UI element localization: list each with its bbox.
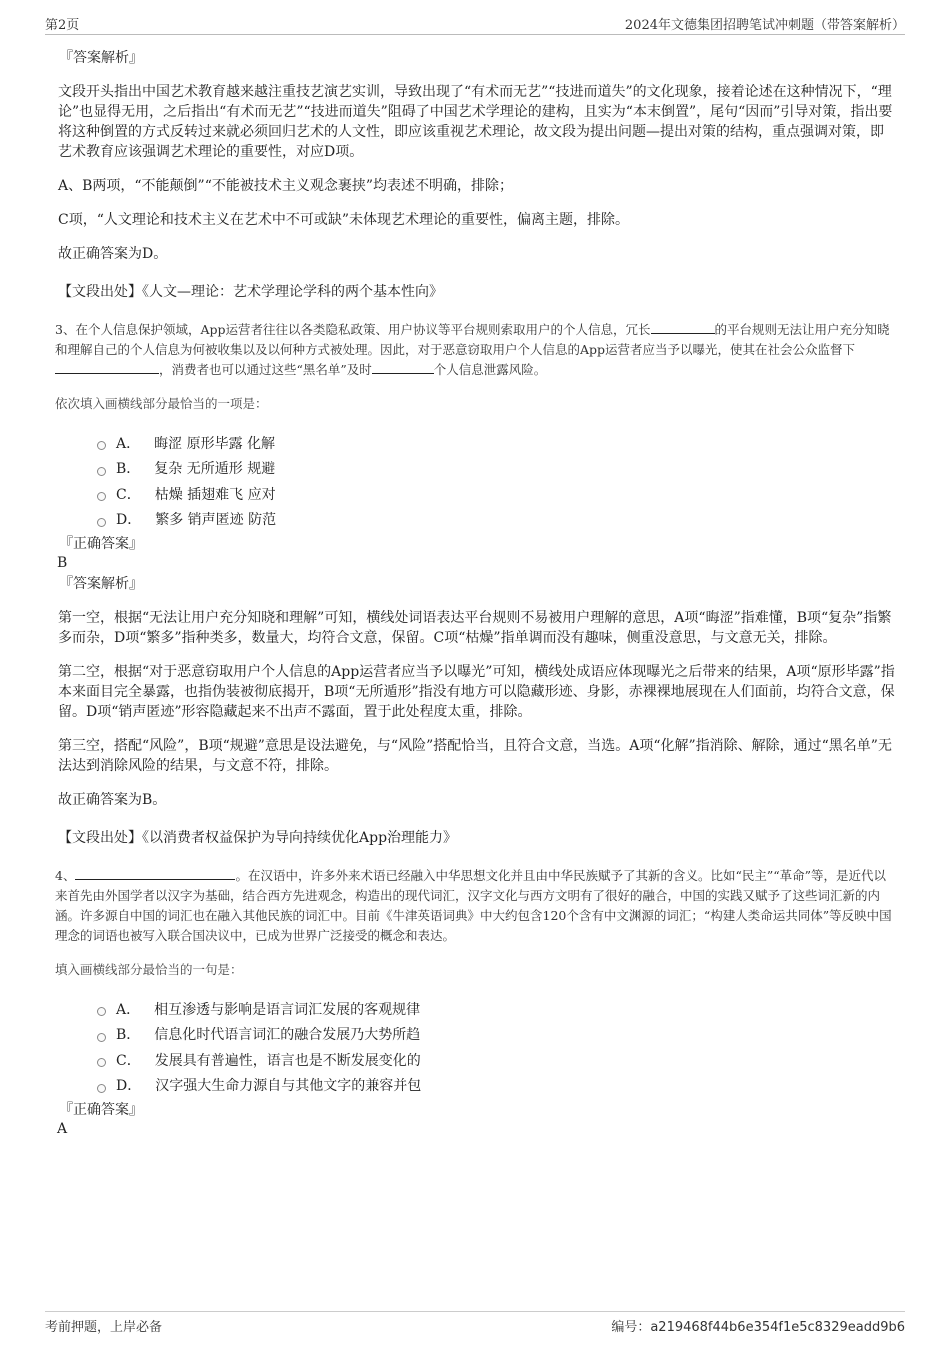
q3-correct-label: 『正确答案』 (59, 536, 143, 552)
q4-option-d[interactable]: D． 汉字强大生命力源自与其他文字的兼容并包 (97, 1073, 895, 1099)
q3-text-1: 3、在个人信息保护领域，App运营者往往以各类隐私政策、用户协议等平台规则索取用户的个人信息，冗长 (55, 322, 651, 337)
q2-analysis-p2: A、B两项，“不能颠倒”“不能被技术主义观念裹挟”均表述不明确，排除； (58, 178, 514, 194)
footer-code-value: a219468f44b6e354f1e5c8329eadd9b6 (650, 1320, 905, 1335)
radio-icon[interactable] (97, 1033, 106, 1042)
q4-option-b[interactable]: B． 信息化时代语言词汇的融合发展乃大势所趋 (97, 1022, 895, 1048)
q3-instruction: 依次填入画横线部分最恰当的一项是： (55, 396, 268, 411)
q2-analysis-p3: C项，“人文理论和技术主义在艺术中不可或缺”未体现艺术理论的重要性，偏离主题，排除。 (58, 212, 630, 228)
q3-question (55, 320, 895, 380)
q3-analysis-4: 故正确答案为B。 (58, 792, 167, 808)
q2-analysis-label: 『答案解析』 (59, 50, 143, 66)
radio-icon[interactable] (97, 441, 106, 450)
radio-icon[interactable] (97, 1058, 106, 1067)
q3-option-c[interactable]: C． 枯燥 插翅难飞 应对 (97, 481, 895, 507)
q3-option-d[interactable]: D． 繁多 销声匿迹 防范 (97, 507, 895, 533)
q4-prefix: 4、 (55, 868, 76, 883)
q4-option-a[interactable]: A． 相互渗透与影响是语言词汇发展的客观规律 (97, 996, 895, 1022)
q4-instruction: 填入画横线部分最恰当的一句是： (55, 962, 243, 977)
q2-analysis-p1: 文段开头指出中国艺术教育越来越注重技艺演艺实训，导致出现了“有术而无艺”“技进而道失”的文化现象，接着论述在这种情况下，“理论”也显得无用，之后指出“有术而无艺”“技进而道失”阻碍了中国艺术学理论的建构，且实为“本末倒置”，尾句“因而”引导对策，指出要将这种倒置的方式反转过来就必须回归艺术的人文性，即应该重视艺术理论，故文段为提出问题—提出对策的结构，重点强调对策，即艺术教育应该强调艺术理论的重要性，对应D项。 (58, 84, 893, 160)
q3-options (97, 430, 895, 532)
q3-text-4: 个人信息泄露风险。 (433, 362, 547, 377)
q3-analysis-1: 第一空，根据“无法让用户充分知晓和理解”可知，横线处词语表达平台规则不易被用户理解的意思，A项“晦涩”指难懂，B项“复杂”指繁多而杂，D项“繁多”指种类多，数量大，均符合文意，保留。C项“枯燥”指单调而没有趣味，侧重没意思，与文意无关，排除。 (58, 610, 892, 646)
q3-blank-1 (651, 321, 715, 334)
q4-question (55, 866, 895, 946)
q3-blank-2 (55, 361, 159, 374)
radio-icon[interactable] (97, 467, 106, 476)
q3-analysis-3: 第三空，搭配“风险”，B项“规避”意思是设法避免，与“风险”搭配恰当，且符合文意，当选。A项“化解”指消除、解除，通过“黑名单”无法达到消除风险的结果，与文意不符，排除。 (58, 738, 892, 774)
q3-option-b[interactable]: B． 复杂 无所遁形 规避 (97, 456, 895, 482)
q2-source: 【文段出处】《人文—理论：艺术学理论学科的两个基本性向》 (58, 284, 443, 300)
page-number: 第2页 (45, 18, 80, 33)
q3-text-2: 的平台规则无法让用户充分知晓和理解自己的个人信息为何被收集以及以何种方式被处理。因此，对于恶意窃取用户个人信息的App运营者应当予以曝光，使其在社会公众监督下 (55, 322, 890, 357)
footer-code-label: 编号： (611, 1320, 651, 1335)
q3-analysis-2: 第二空，根据“对于恶意窃取用户个人信息的App运营者应当予以曝光”可知，横线处成语应体现曝光之后带来的结果，A项“原形毕露”指本来面目完全暴露，也指伪装被彻底揭开，B项“无所遁形”指没有地方可以隐藏形迹、身影，赤裸裸地展现在人们面前，均符合文意，保留。D项“销声匿迹”形容隐藏起来不出声不露面，置于此处程度太重，排除。 (58, 664, 895, 720)
q3-blank-3 (372, 361, 434, 374)
q3-source: 【文段出处】《以消费者权益保护为导向持续优化App治理能力》 (58, 830, 458, 846)
q4-text: 。在汉语中，许多外来术语已经融入中华思想文化并且由中华民族赋予了其新的含义。比如“民主”“革命”等，是近代以来首先由外国学者以汉字为基础，结合西方先进观念，构造出的现代词汇，汉字文化与西方文明有了很好的融合，中国的实践又赋予了这些词汇新的内涵。许多源自中国的词汇也在融入其他民族的词汇中。目前《牛津英语词典》中大约包含120个含有中文渊源的词汇；“构建人类命运共同体”等反映中国理念的词语也被写入联合国决议中，已成为世界广泛接受的概念和表达。 (55, 868, 892, 943)
q4-correct-label: 『正确答案』 (59, 1102, 143, 1118)
radio-icon[interactable] (97, 1084, 106, 1093)
q3-option-a[interactable]: A． 晦涩 原形毕露 化解 (97, 430, 895, 456)
footer-slogan: 考前押题，上岸必备 (45, 1320, 163, 1335)
q3-analysis-label: 『答案解析』 (59, 576, 143, 592)
page-header (45, 14, 905, 35)
q2-analysis-p4: 故正确答案为D。 (58, 246, 168, 262)
radio-icon[interactable] (97, 492, 106, 501)
radio-icon[interactable] (97, 518, 106, 527)
q4-correct-answer: A (57, 1121, 68, 1137)
q4-options (97, 996, 895, 1098)
radio-icon[interactable] (97, 1007, 106, 1016)
q4-blank (75, 867, 235, 880)
page-footer (45, 1311, 905, 1335)
q3-text-3: ，消费者也可以通过这些“黑名单”及时 (159, 362, 372, 377)
q4-option-c[interactable]: C． 发展具有普遍性，语言也是不断发展变化的 (97, 1047, 895, 1073)
q3-correct-answer: B (57, 555, 68, 571)
footer-code (611, 1316, 905, 1335)
document-title: 2024年文德集团招聘笔试冲刺题（带答案解析） (624, 18, 905, 33)
page-content (55, 44, 895, 1138)
